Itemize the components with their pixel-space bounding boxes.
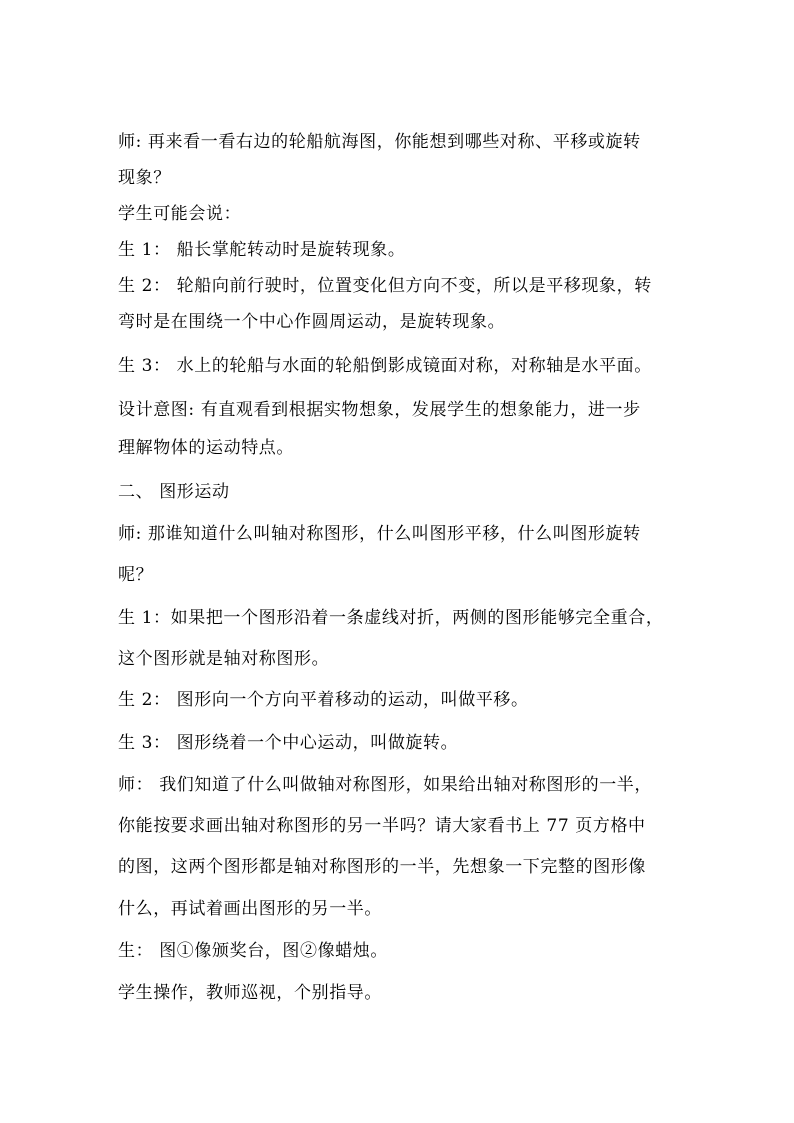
paragraph-line: 学生操作，教师巡视，个别指导。 [118, 983, 382, 1003]
paragraph-line: 弯时是在围绕一个中心作圆周运动，是旋转现象。 [118, 312, 506, 332]
paragraph-line: 生 1： 船长掌舵转动时是旋转现象。 [118, 240, 406, 260]
paragraph-line: 理解物体的运动特点。 [118, 438, 294, 458]
paragraph-line: 生： 图①像颁奖台，图②像蜡烛。 [118, 941, 389, 961]
paragraph-line: 这个图形就是轴对称图形。 [118, 649, 330, 669]
paragraph-line: 生 2： 图形向一个方向平着移动的运动，叫做平移。 [118, 690, 529, 710]
paragraph-line: 生 3： 水上的轮船与水面的轮船倒影成镜面对称，对称轴是水平面。 [118, 356, 652, 376]
paragraph-line: 设计意图: 有直观看到根据实物想象，发展学生的想象能力，进一步 [118, 400, 641, 420]
paragraph-line: 的图，这两个图形都是轴对称图形的一半，先想象一下完整的图形像 [118, 857, 646, 877]
paragraph-line: 生 1：如果把一个图形沿着一条虚线对折，两侧的图形能够完全重合， [118, 608, 664, 628]
paragraph-line: 学生可能会说： [118, 204, 242, 224]
paragraph-line: 你能按要求画出轴对称图形的另一半吗？请大家看书上 77 页方格中 [118, 816, 646, 836]
paragraph-line: 生 2： 轮船向前行驶时，位置变化但方向不变，所以是平移现象，转 [118, 276, 652, 296]
paragraph-line: 呢？ [118, 565, 154, 585]
paragraph-line: 师: 再来看一看右边的轮船航海图，你能想到哪些对称、平移或旋转 [118, 132, 641, 152]
paragraph-line: 师： 我们知道了什么叫做轴对称图形，如果给出轴对称图形的一半， [118, 775, 653, 795]
paragraph-line: 生 3： 图形绕着一个中心运动，叫做旋转。 [118, 733, 459, 753]
paragraph-line: 现象？ [118, 168, 171, 188]
section-heading: 二、 图形运动 [118, 482, 230, 502]
paragraph-line: 师: 那谁知道什么叫轴对称图形，什么叫图形平移，什么叫图形旋转 [118, 524, 641, 544]
paragraph-line: 什么，再试着画出图形的另一半。 [118, 899, 382, 919]
